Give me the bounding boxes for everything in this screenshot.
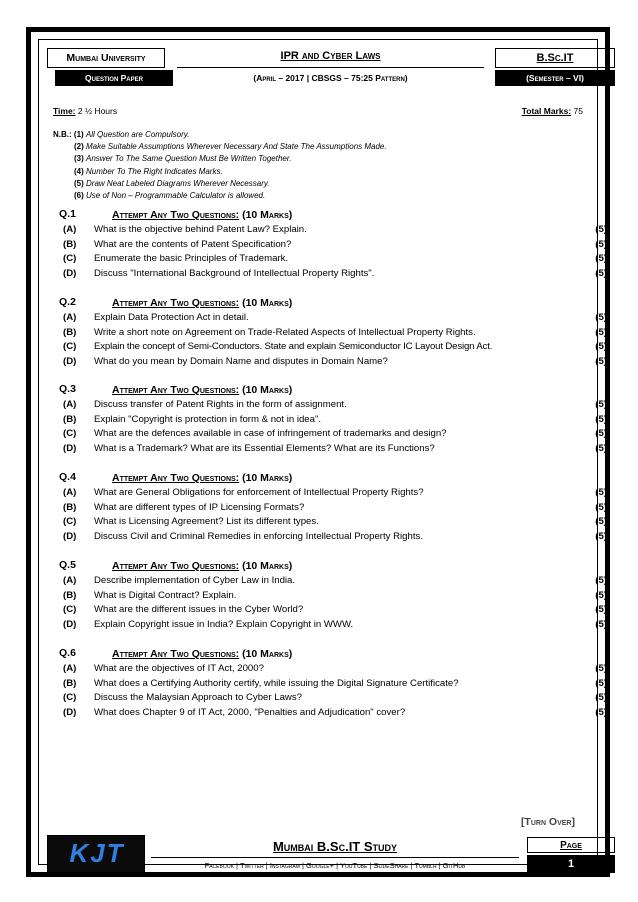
question-marks: (10 Marks) <box>242 648 293 660</box>
instruction-item: N.B.: (1) All Question are Compulsory. <box>53 130 190 139</box>
time-value: 2 ½ Hours <box>77 106 118 116</box>
part-label: (D) <box>63 530 77 542</box>
part-label: (B) <box>63 501 77 513</box>
link-facebook[interactable]: Facebook <box>204 861 234 870</box>
part-marks: (5) <box>595 355 607 367</box>
part-text: What does Chapter 9 of IT Act, 2000, "Penalties and Adjudication" cover? <box>94 706 406 718</box>
total-marks-label: Total Marks: <box>521 106 572 116</box>
total-marks-value: 75 <box>573 106 583 116</box>
part-label: (C) <box>63 692 77 704</box>
question-section <box>58 296 608 370</box>
question-number: Q.1 <box>59 208 76 220</box>
part-label: (D) <box>63 267 77 279</box>
logo-text: KJT <box>69 838 125 868</box>
question-section <box>58 559 608 633</box>
question-number: Q.2 <box>59 296 76 308</box>
time-label: Time: <box>53 106 76 116</box>
kjt-logo <box>47 835 145 873</box>
question-part <box>58 516 608 531</box>
nb-label: N.B.: <box>53 130 72 139</box>
question-part <box>58 312 608 327</box>
question-part <box>58 356 608 371</box>
part-label: (B) <box>63 677 77 689</box>
part-text: What do you mean by Domain Name and disputes in Domain Name? <box>94 355 388 367</box>
time-info <box>53 106 117 116</box>
part-text: Discuss Civil and Criminal Remedies in enforcing Intellectual Property Rights. <box>94 530 423 542</box>
question-instruction: Attempt Any Two Questions: <box>112 297 240 309</box>
part-text: Explain Data Protection Act in detail. <box>94 312 249 323</box>
part-text: What are the defences available in case of infringement of trademarks and design? <box>94 428 447 440</box>
total-marks-info <box>522 106 583 116</box>
part-label: (B) <box>63 238 77 250</box>
page-number: 1 <box>527 855 615 873</box>
part-text: Explain Copyright issue in India? Explain Copyright in WWW. <box>94 618 354 630</box>
university-label: Mumbai University <box>47 48 165 68</box>
part-label: (D) <box>63 355 77 367</box>
question-part <box>58 414 608 429</box>
question-part <box>58 443 608 458</box>
subject-title: IPR and Cyber Laws <box>280 50 381 62</box>
part-marks: (5) <box>595 589 607 601</box>
part-label: (B) <box>63 589 77 601</box>
question-heading <box>58 383 608 399</box>
link-tumblr[interactable]: Tumblr <box>414 861 437 870</box>
page-frame <box>26 27 610 877</box>
question-heading <box>58 296 608 312</box>
part-label: (B) <box>63 326 77 338</box>
question-part <box>58 604 608 619</box>
footer <box>47 835 615 873</box>
question-number: Q.4 <box>59 471 76 483</box>
question-part <box>58 619 608 634</box>
question-marks: (10 Marks) <box>242 472 293 484</box>
question-part <box>58 663 608 678</box>
part-marks: (5) <box>595 677 607 689</box>
question-instruction: Attempt Any Two Questions: <box>112 560 240 572</box>
question-paper-label: Question Paper <box>55 70 173 86</box>
question-part <box>58 487 608 502</box>
question-section <box>58 383 608 457</box>
link-twitter[interactable]: Twitter <box>239 861 264 870</box>
link-google-plus[interactable]: Google+ <box>306 861 334 870</box>
question-part <box>58 327 608 342</box>
part-label: (A) <box>63 575 77 586</box>
part-text: What are General Obligations for enforcement of Intellectual Property Rights? <box>94 487 424 498</box>
course-label: B.Sc.IT <box>495 48 615 68</box>
part-marks: (5) <box>595 413 607 425</box>
study-title: Mumbai B.Sc.IT Study <box>272 839 398 854</box>
part-text: Discuss transfer of Patent Rights in the form of assignment. <box>94 399 347 410</box>
semester-label: (Semester – VI) <box>495 70 615 86</box>
header <box>47 48 615 87</box>
part-label: (C) <box>63 341 77 353</box>
part-marks: (5) <box>595 428 607 440</box>
part-label: (A) <box>63 487 77 498</box>
question-instruction: Attempt Any Two Questions: <box>112 209 240 221</box>
part-text: Discuss the Malaysian Approach to Cyber Laws? <box>94 692 302 704</box>
part-label: (A) <box>63 224 77 235</box>
question-heading <box>58 559 608 575</box>
turn-over-label: [Turn Over] <box>520 816 575 828</box>
question-part <box>58 590 608 605</box>
question-part <box>58 268 608 283</box>
social-links: Facebook | Twitter | Instagram | Google+ | YouTube | SlideShare | Tumblr | GitHub <box>204 861 466 870</box>
question-part <box>58 502 608 517</box>
part-marks: (5) <box>595 692 607 704</box>
part-label: (A) <box>63 399 77 410</box>
part-text: Explain the concept of Semi-Conductors. State and explain Semiconductor IC Layout Design Act. <box>94 341 493 353</box>
part-marks: (5) <box>595 706 607 718</box>
question-part <box>58 678 608 693</box>
question-instruction: Attempt Any Two Questions: <box>112 384 240 396</box>
question-heading <box>58 471 608 487</box>
instruction-item: (2) Make Suitable Assumptions Wherever Necessary And State The Assumptions Made. <box>74 142 387 152</box>
part-marks: (5) <box>595 516 607 528</box>
question-section <box>58 208 608 282</box>
instruction-item: (4) Number To The Right Indicates Marks. <box>74 166 223 176</box>
part-text: What are the contents of Patent Specification? <box>94 238 292 250</box>
instructions <box>53 129 387 202</box>
part-label: (D) <box>63 618 77 630</box>
question-part <box>58 239 608 254</box>
question-section <box>58 471 608 545</box>
part-label: (A) <box>63 312 77 323</box>
part-marks: (5) <box>595 312 607 323</box>
part-text: Discuss "International Background of Intellectual Property Rights". <box>94 267 375 279</box>
part-marks: (5) <box>595 399 607 410</box>
part-text: What is a Trademark? What are its Essential Elements? What are its Functions? <box>94 442 435 454</box>
link-slideshare[interactable]: SlideShare <box>373 861 409 870</box>
link-instagram[interactable]: Instagram <box>269 861 300 870</box>
part-marks: (5) <box>595 341 607 353</box>
question-marks: (10 Marks) <box>242 297 293 309</box>
part-text: Write a short note on Agreement on Trade-Related Aspects of Intellectual Property Rights. <box>94 326 476 338</box>
part-marks: (5) <box>595 575 607 586</box>
part-text: What is the objective behind Patent Law? Explain. <box>94 224 307 235</box>
part-text: Describe implementation of Cyber Law in India. <box>94 575 296 586</box>
question-part <box>58 399 608 414</box>
part-label: (C) <box>63 428 77 440</box>
question-instruction: Attempt Any Two Questions: <box>112 648 240 660</box>
question-number: Q.5 <box>59 559 76 571</box>
question-part <box>58 341 608 356</box>
part-label: (B) <box>63 413 77 425</box>
page-label: Page <box>527 837 615 853</box>
question-part <box>58 428 608 443</box>
part-marks: (5) <box>595 604 607 616</box>
part-text: Enumerate the basic Principles of Trademark. <box>94 253 289 265</box>
question-section <box>58 647 608 721</box>
part-label: (C) <box>63 516 77 528</box>
exam-pattern: (April – 2017 | CBSGS – 75:25 Pattern) <box>253 73 408 83</box>
question-marks: (10 Marks) <box>242 209 293 221</box>
question-marks: (10 Marks) <box>242 384 293 396</box>
instruction-item: (6) Use of Non – Programmable Calculator is allowed. <box>74 191 266 201</box>
footer-divider <box>151 857 519 858</box>
part-marks: (5) <box>595 501 607 513</box>
question-marks: (10 Marks) <box>242 560 293 572</box>
part-marks: (5) <box>595 224 607 235</box>
part-text: What are the objectives of IT Act, 2000? <box>94 663 264 674</box>
question-part <box>58 224 608 239</box>
part-marks: (5) <box>595 238 607 250</box>
question-part <box>58 253 608 268</box>
part-marks: (5) <box>595 253 607 265</box>
link-github[interactable]: GitHub <box>442 861 466 870</box>
part-marks: (5) <box>595 267 607 279</box>
instruction-item: (3) Answer To The Same Question Must Be Written Together. <box>74 154 292 164</box>
question-number: Q.6 <box>59 647 76 659</box>
part-label: (A) <box>63 663 77 674</box>
part-label: (C) <box>63 253 77 265</box>
part-text: What is Digital Contract? Explain. <box>94 589 237 601</box>
question-heading <box>58 208 608 224</box>
question-number: Q.3 <box>59 383 76 395</box>
question-part <box>58 707 608 722</box>
question-part <box>58 531 608 546</box>
link-youtube[interactable]: YouTube <box>339 861 368 870</box>
part-marks: (5) <box>595 618 607 630</box>
question-instruction: Attempt Any Two Questions: <box>112 472 240 484</box>
part-marks: (5) <box>595 442 607 454</box>
part-label: (D) <box>63 706 77 718</box>
part-text: What are different types of IP Licensing Formats? <box>94 501 305 513</box>
page-inner-border <box>38 39 607 870</box>
header-divider <box>177 67 484 68</box>
part-marks: (5) <box>595 326 607 338</box>
question-heading <box>58 647 608 663</box>
part-label: (C) <box>63 604 77 616</box>
part-text: What does a Certifying Authority certify, while issuing the Digital Signature Certificate? <box>94 677 459 689</box>
question-part <box>58 575 608 590</box>
question-part <box>58 692 608 707</box>
part-text: What are the different issues in the Cyber World? <box>94 604 304 616</box>
part-marks: (5) <box>595 663 607 674</box>
instruction-item: (5) Draw Neat Labeled Diagrams Wherever Necessary. <box>74 178 270 188</box>
part-marks: (5) <box>595 487 607 498</box>
part-marks: (5) <box>595 530 607 542</box>
part-label: (D) <box>63 442 77 454</box>
part-text: What is Licensing Agreement? List its different types. <box>94 516 319 528</box>
part-text: Explain "Copyright is protection in form & not in idea". <box>94 413 322 425</box>
